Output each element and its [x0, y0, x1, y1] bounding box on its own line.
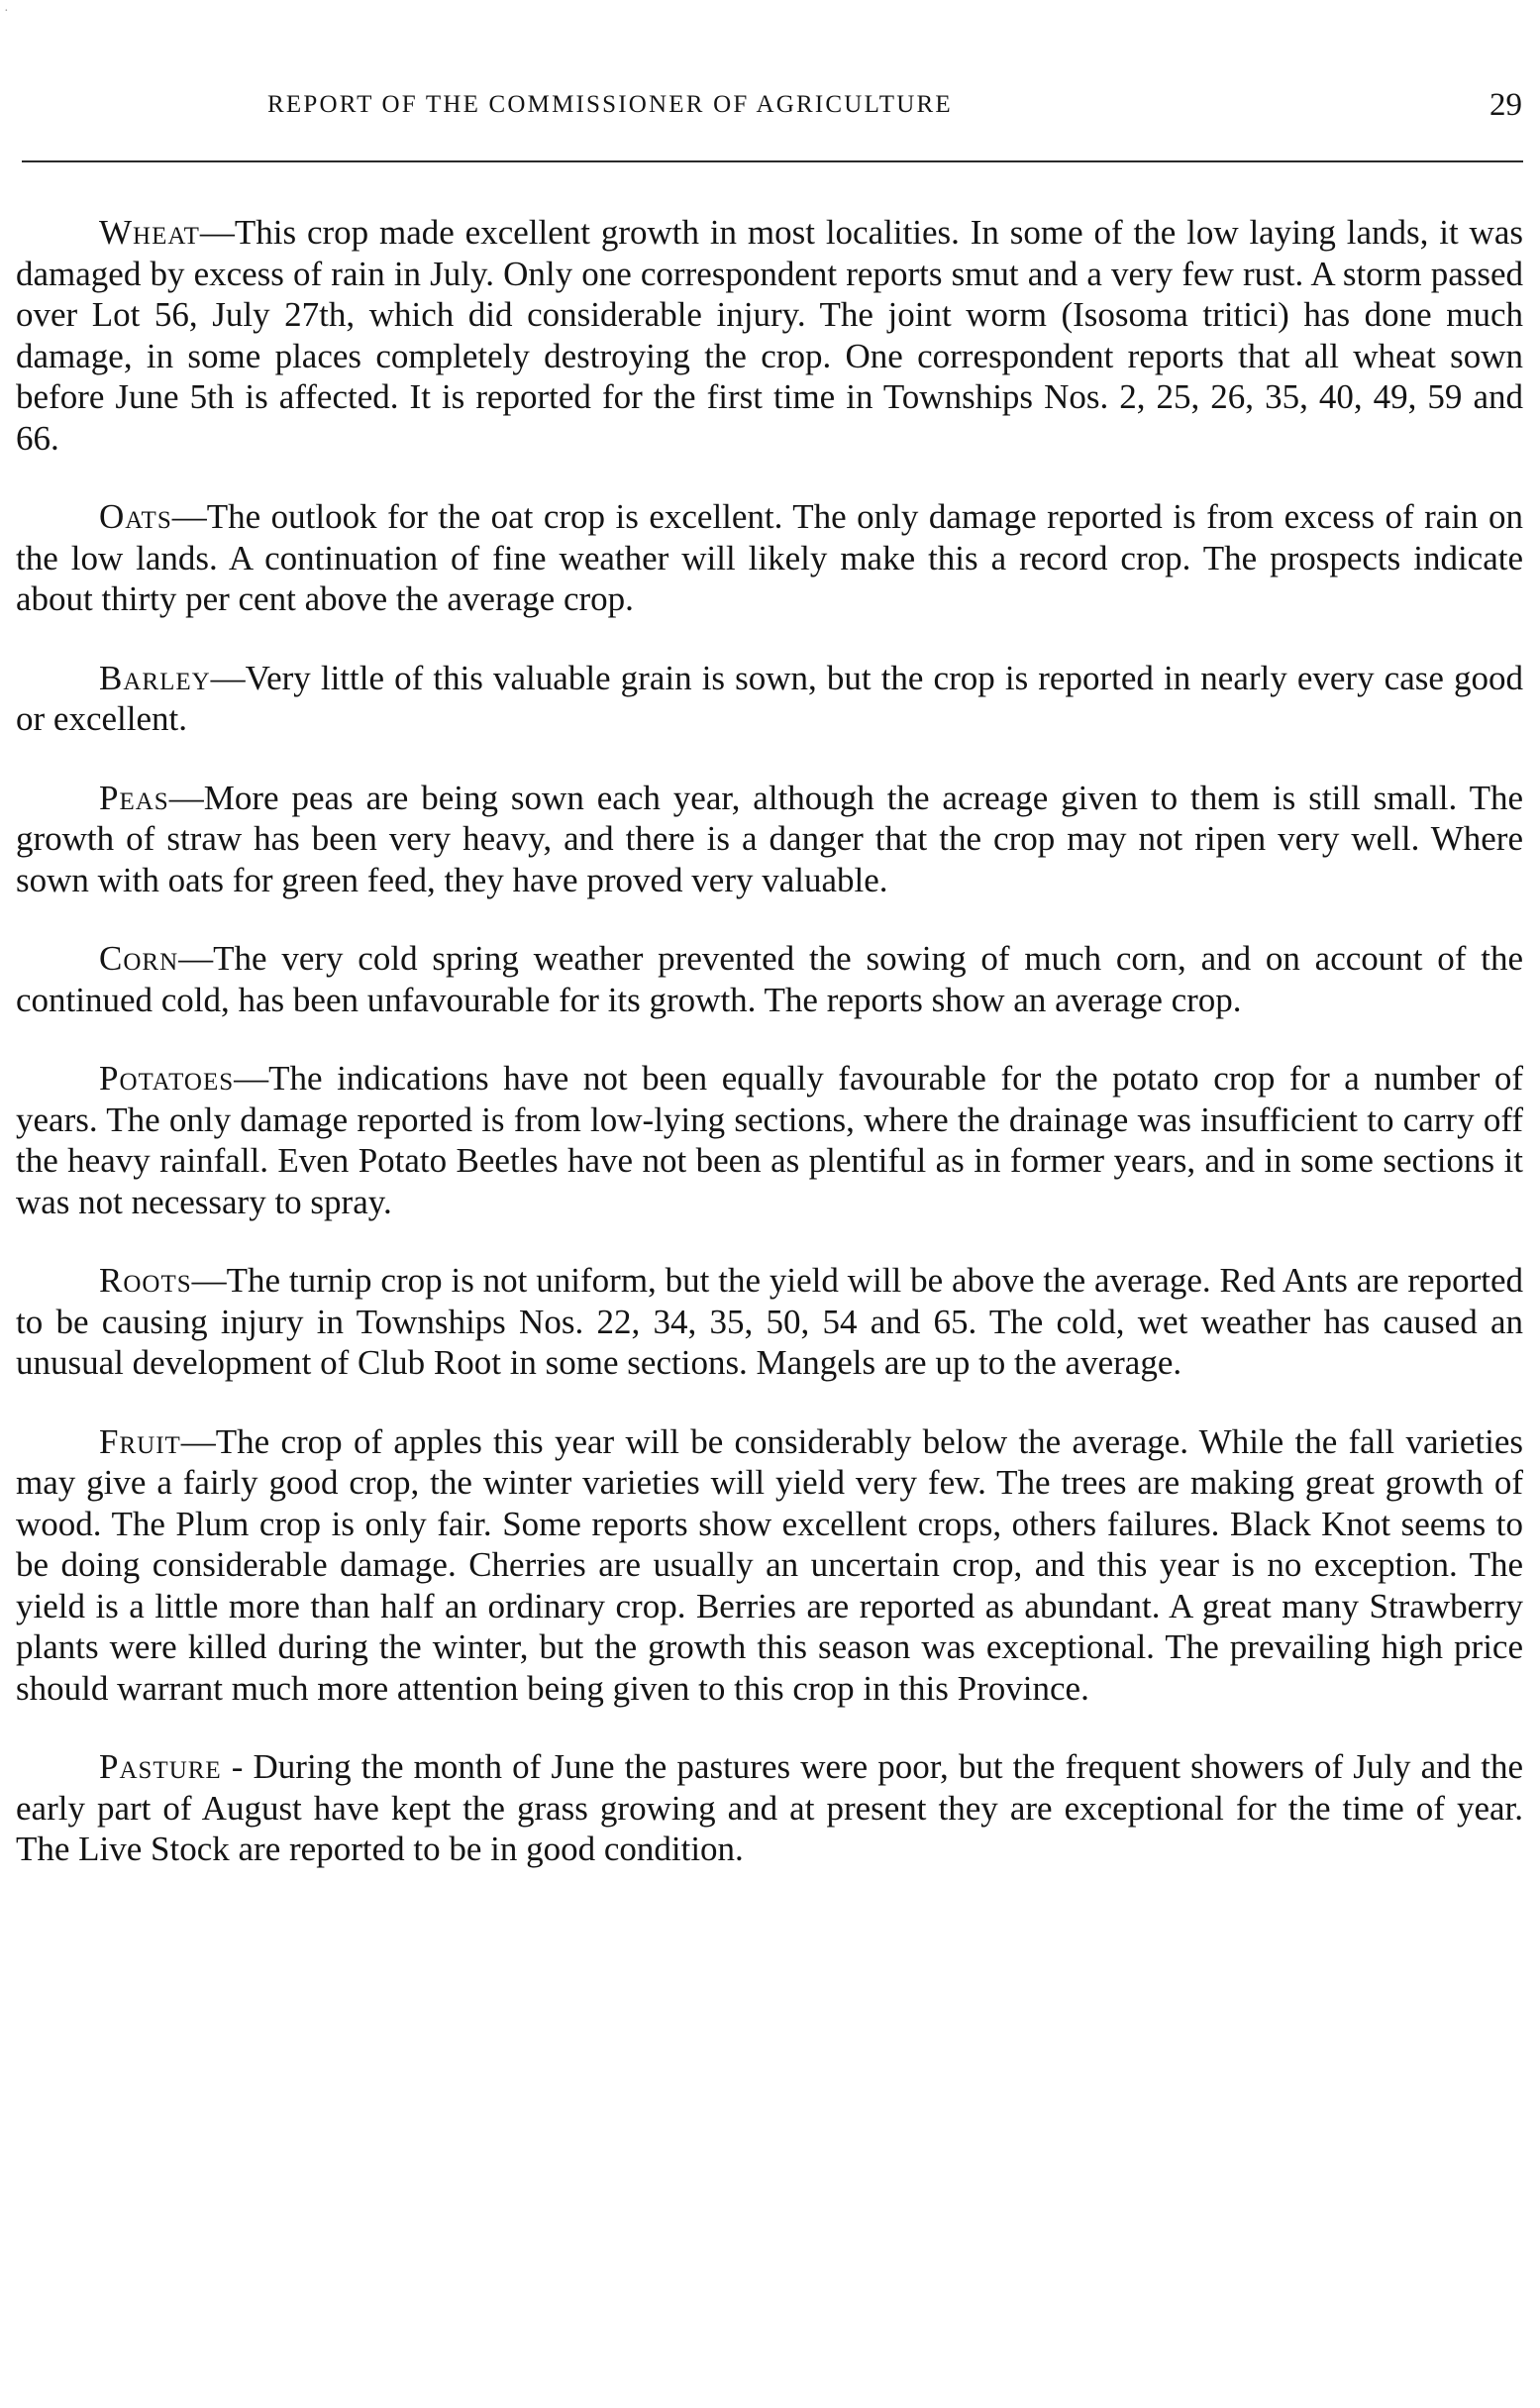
paragraph-corn — [16, 938, 1523, 1020]
paragraph-text: —More peas are being sown each year, although the acreage given to them is still small. The growth of straw has been very heavy, and there is a danger that the crop may not ripen very well. Where sown with oats for green feed, they have proved very valuable. — [16, 778, 1523, 899]
paragraph-text: - During the month of June the pastures were poor, but the frequent showers of July and the early part of August have kept the grass growing and at present they are exceptional for the time of year. The Live Stock are reported to be in good condition. — [16, 1747, 1523, 1868]
paragraph-wheat — [16, 212, 1523, 459]
paragraph-text: —The crop of apples this year will be considerably below the average. While the fall varieties may give a fairly good crop, the winter varieties will yield very few. The trees are making great growth of wood. The Plum crop is only fair. Some reports show excellent crops, others failures. Black Knot seems to be doing considerable damage. Cherries are usually an uncertain crop, and this year is no exception. The yield is a little more than half an ordinary crop. Berries are reported as abundant. A great many Strawberry plants were killed during the winter, but the growth this season was exceptional. The prevailing high price should warrant much more attention being given to this crop in this Province. — [16, 1421, 1523, 1708]
section-lead-peas: Peas — [99, 778, 169, 817]
paragraph-potatoes — [16, 1058, 1523, 1222]
section-lead-wheat: Wheat — [99, 213, 200, 252]
paragraph-text: —The outlook for the oat crop is excellent. The only damage reported is from excess of rain on the low lands. A continuation of fine weather will likely make this a record crop. The prospects indicate about thirty per cent above the average crop. — [16, 497, 1523, 618]
running-title: REPORT OF THE COMMISSIONER OF AGRICULTURE — [267, 91, 953, 118]
section-lead-roots: Roots — [99, 1261, 192, 1300]
paragraph-peas — [16, 778, 1523, 901]
page-number: 29 — [1489, 87, 1522, 123]
paragraph-barley — [16, 658, 1523, 740]
section-lead-fruit: Fruit — [99, 1421, 181, 1461]
paragraph-text: —The indications have not been equally favourable for the potato crop for a number of years. The only damage reported is from low-lying sections, where the drainage was insufficient to carry off the heavy rainfall. Even Potato Beetles have not been as plentiful as in former years, and in some sections it was not necessary to spray. — [16, 1059, 1523, 1221]
section-lead-potatoes: Potatoes — [99, 1059, 235, 1098]
paragraph-roots — [16, 1260, 1523, 1384]
header-rule — [22, 160, 1523, 162]
paragraph-pasture — [16, 1746, 1523, 1870]
paragraph-oats — [16, 496, 1523, 620]
paragraph-text: —This crop made excellent growth in most localities. In some of the low laying lands, it was damaged by excess of rain in July. Only one correspondent reports smut and a very few rust. A storm passed over Lot 56, July 27th, which did considerable injury. The joint worm (Isosoma tritici) has done much damage, in some places completely destroying the crop. One correspondent reports that all wheat sown before June 5th is affected. It is reported for the first time in Townships Nos. 2, 25, 26, 35, 40, 49, 59 and 66. — [16, 213, 1523, 458]
scan-speck: · — [4, 4, 9, 19]
paragraph-text: —Very little of this valuable grain is sown, but the crop is reported in nearly every case good or excellent. — [16, 658, 1523, 738]
section-lead-oats: Oats — [99, 497, 172, 536]
section-lead-corn: Corn — [99, 939, 179, 978]
paragraph-text: —The turnip crop is not uniform, but the yield will be above the average. Red Ants are reported to be causing injury in Townships Nos. 22, 34, 35, 50, 54 and 65. The cold, wet weather has caused an unusual development of Club Root in some sections. Mangels are up to the average. — [16, 1261, 1523, 1382]
section-lead-barley: Barley — [99, 658, 211, 697]
section-lead-pasture: Pasture — [99, 1747, 222, 1786]
paragraph-text: —The very cold spring weather prevented the sowing of much corn, and on account of the continued cold, has been unfavourable for its growth. The reports show an average crop. — [16, 939, 1523, 1019]
report-body — [16, 212, 1523, 1908]
running-head — [0, 87, 1540, 131]
paragraph-fruit — [16, 1421, 1523, 1710]
